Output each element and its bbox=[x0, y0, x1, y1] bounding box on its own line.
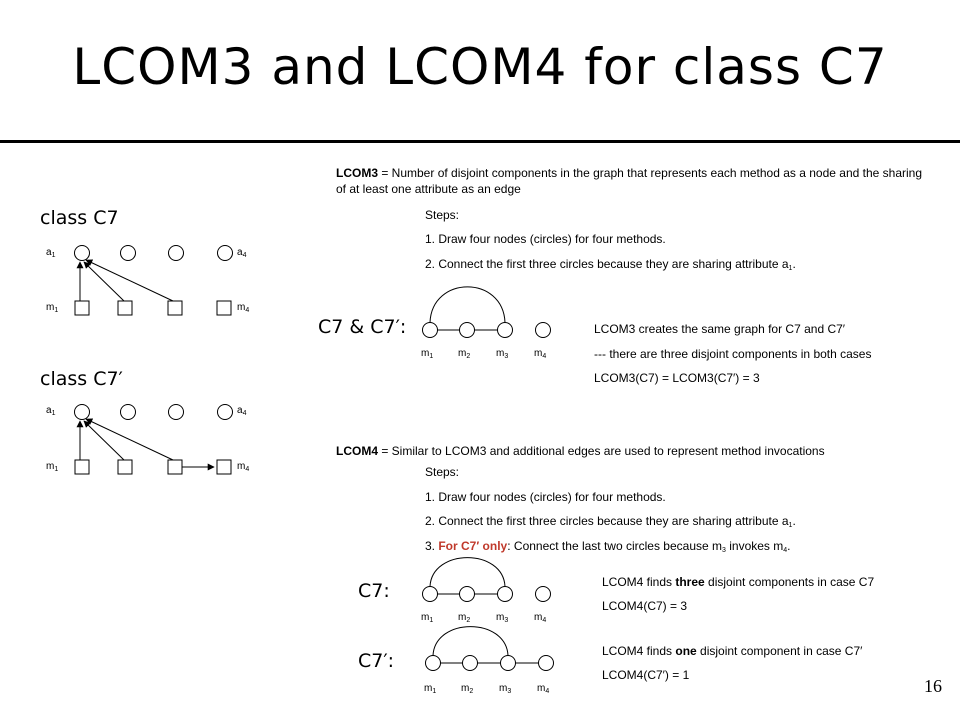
method-node-m4 bbox=[536, 323, 551, 338]
method-node-m3 bbox=[498, 323, 513, 338]
attr-node-a1 bbox=[75, 405, 90, 420]
attr-node-a2 bbox=[121, 246, 136, 261]
lcom4-c7prime-node-label-m3: $m_3$ bbox=[499, 683, 512, 695]
method-node-m3 bbox=[168, 301, 182, 315]
edge-m2-a1 bbox=[84, 262, 124, 301]
edge-m1-m3-arc bbox=[430, 287, 505, 323]
edge-m1-m3-arc bbox=[430, 558, 505, 587]
method-node-m2 bbox=[118, 460, 132, 474]
attr-a4-label: $a_4$ bbox=[237, 247, 247, 259]
method-node-m1 bbox=[426, 656, 441, 671]
method-node-m2 bbox=[460, 587, 475, 602]
method-m1-label: $m_1$ bbox=[46, 302, 59, 314]
method-node-m2 bbox=[460, 323, 475, 338]
method-node-m3 bbox=[168, 460, 182, 474]
lcom4-c7-graph-label: C7: bbox=[358, 580, 390, 602]
lcom3-node-label-m2: $m_2$ bbox=[458, 348, 471, 360]
lcom3-graph-label: C7 & C7′: bbox=[318, 316, 407, 338]
method-m4-label: $m_4$ bbox=[237, 302, 250, 314]
lcom4-c7prime-graph-label: C7′: bbox=[358, 650, 395, 672]
attr-a1-label: $a_1$ bbox=[46, 247, 56, 259]
attr-a1-label: $a_1$ bbox=[46, 405, 56, 417]
lcom3-step-2: 2. Connect the first three circles because they are sharing attribute $a_1$. bbox=[425, 257, 796, 272]
class-c7-graph bbox=[75, 246, 233, 316]
lcom4-c7-node-label-m4: $m_4$ bbox=[534, 612, 547, 624]
attr-node-a3 bbox=[169, 405, 184, 420]
class-c7prime-label: class C7′ bbox=[40, 368, 123, 390]
method-node-m1 bbox=[423, 587, 438, 602]
method-node-m1 bbox=[423, 323, 438, 338]
lcom3-node-label-m3: $m_3$ bbox=[496, 348, 509, 360]
method-node-m4 bbox=[536, 587, 551, 602]
method-node-m2 bbox=[463, 656, 478, 671]
lcom4-c7-node-label-m3: $m_3$ bbox=[496, 612, 509, 624]
edge-m2-a1 bbox=[84, 421, 124, 460]
method-node-m2 bbox=[118, 301, 132, 315]
lcom3-steps-label: Steps: bbox=[425, 208, 460, 222]
lcom4-c7prime-note-1: LCOM4 finds one disjoint component in case C7′ bbox=[602, 644, 863, 658]
lcom4-c7-node-label-m1: $m_1$ bbox=[421, 612, 434, 624]
lcom4-c7prime-node-label-m4: $m_4$ bbox=[537, 683, 550, 695]
method-node-m4 bbox=[539, 656, 554, 671]
method-node-m1 bbox=[75, 301, 89, 315]
page-title: LCOM3 and LCOM4 for class C7 bbox=[72, 38, 888, 96]
attr-node-a4 bbox=[218, 405, 233, 420]
lcom4-definition: LCOM4 = Similar to LCOM3 and additional edges are used to represent method invocations bbox=[336, 444, 825, 458]
lcom3-graph bbox=[423, 287, 551, 338]
lcom3-node-label-m4: $m_4$ bbox=[534, 348, 547, 360]
class-c7prime-graph bbox=[75, 405, 233, 475]
lcom3-note-2: --- there are three disjoint components in both cases bbox=[594, 347, 872, 361]
lcom3-definition: LCOM3 = Number of disjoint components in the graph that represents each method as a node and the sharing of at least one attribute as an edge bbox=[336, 166, 923, 196]
class-c7-label: class C7 bbox=[40, 207, 119, 229]
attr-node-a3 bbox=[169, 246, 184, 261]
lcom4-steps-label: Steps: bbox=[425, 465, 460, 479]
lcom4-c7prime-node-label-m2: $m_2$ bbox=[461, 683, 474, 695]
lcom4-c7-graph bbox=[423, 558, 551, 602]
lcom4-c7-node-label-m2: $m_2$ bbox=[458, 612, 471, 624]
lcom3-note-3: LCOM3(C7) = LCOM3(C7′) = 3 bbox=[594, 371, 760, 385]
lcom4-step-3: 3. For C7′ only: Connect the last two circles because $m_3$ invokes $m_4$. bbox=[425, 539, 791, 554]
lcom4-c7prime-note-2: LCOM4(C7′) = 1 bbox=[602, 668, 690, 682]
lcom3-note-1: LCOM3 creates the same graph for C7 and C7′ bbox=[594, 322, 846, 336]
lcom4-c7-note-2: LCOM4(C7) = 3 bbox=[602, 599, 688, 613]
method-node-m3 bbox=[501, 656, 516, 671]
lcom3-step-1: 1. Draw four nodes (circles) for four methods. bbox=[425, 232, 666, 246]
method-node-m4 bbox=[217, 301, 231, 315]
lcom4-step-2: 2. Connect the first three circles because they are sharing attribute $a_1$. bbox=[425, 514, 796, 529]
lcom4-c7prime-graph bbox=[426, 627, 554, 671]
attr-a4-label: $a_4$ bbox=[237, 405, 247, 417]
attr-node-a4 bbox=[218, 246, 233, 261]
lcom4-step-1: 1. Draw four nodes (circles) for four methods. bbox=[425, 490, 666, 504]
method-node-m3 bbox=[498, 587, 513, 602]
edge-m3-a1 bbox=[86, 260, 173, 301]
attr-node-a1 bbox=[75, 246, 90, 261]
lcom4-c7prime-node-label-m1: $m_1$ bbox=[424, 683, 437, 695]
attr-node-a2 bbox=[121, 405, 136, 420]
method-node-m4 bbox=[217, 460, 231, 474]
lcom3-node-label-m1: $m_1$ bbox=[421, 348, 434, 360]
page-number: 16 bbox=[924, 676, 942, 696]
method-m4-label: $m_4$ bbox=[237, 461, 250, 473]
lcom4-c7-note-1: LCOM4 finds three disjoint components in case C7 bbox=[602, 575, 875, 589]
edge-m3-a1 bbox=[86, 419, 173, 460]
edge-m1-m3-arc bbox=[433, 627, 508, 656]
method-m1-label: $m_1$ bbox=[46, 461, 59, 473]
method-node-m1 bbox=[75, 460, 89, 474]
